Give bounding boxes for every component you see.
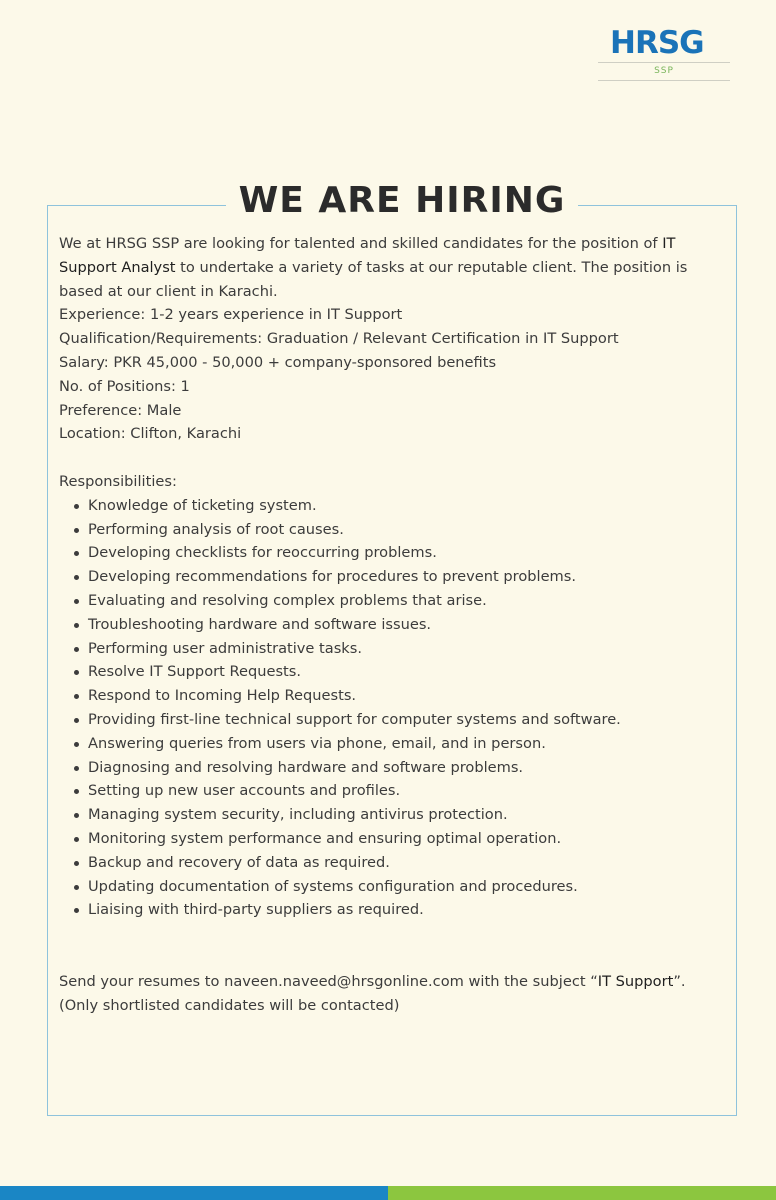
detail-positions: No. of Positions: 1 [59, 377, 190, 395]
list-item: Evaluating and resolving complex problems that arise. [73, 589, 729, 613]
detail-qualification: Qualification/Requirements: Graduation / Relevant Certification in IT Support [59, 330, 619, 348]
footer-bar-blue [0, 1186, 388, 1200]
logo-wordmark: HRSG [610, 25, 704, 61]
intro-paragraph [59, 232, 729, 303]
list-item: Diagnosing and resolving hardware and software problems. [73, 756, 729, 780]
detail-salary: Salary: PKR 45,000 - 50,000 + company-sponsored benefits [59, 353, 497, 371]
list-item: Resolve IT Support Requests. [73, 660, 729, 684]
job-details [59, 303, 729, 446]
list-item: Liaising with third-party suppliers as required. [73, 898, 729, 922]
position-title: IT Support Analyst [59, 235, 676, 276]
list-item: Answering queries from users via phone, email, and in person. [73, 732, 729, 756]
apply-text-before: Send your resumes to naveen.naveed@hrsgonline.com with the subject “ [59, 972, 598, 990]
list-item: Backup and recovery of data as required. [73, 851, 729, 875]
responsibilities-heading: Responsibilities: [59, 472, 177, 490]
apply-instructions [59, 970, 729, 994]
logo-subtitle: SSP [654, 66, 674, 76]
title-banner [226, 176, 578, 226]
apply-note: (Only shortlisted candidates will be contacted) [59, 996, 400, 1014]
list-item: Developing recommendations for procedures to prevent problems. [73, 565, 729, 589]
detail-location: Location: Clifton, Karachi [59, 425, 242, 443]
intro-text-before: We at HRSG SSP are looking for talented and skilled candidates for the position of [59, 235, 663, 252]
list-item: Monitoring system performance and ensuring optimal operation. [73, 827, 729, 851]
company-logo [598, 26, 730, 82]
list-item: Performing analysis of root causes. [73, 518, 729, 542]
logo-divider-bottom [598, 80, 730, 81]
page-title: WE ARE HIRING [238, 180, 566, 221]
apply-subject: IT Support [597, 972, 674, 990]
detail-preference: Preference: Male [59, 401, 182, 419]
list-item: Respond to Incoming Help Requests. [73, 684, 729, 708]
detail-experience: Experience: 1-2 years experience in IT Support [59, 306, 403, 324]
list-item: Knowledge of ticketing system. [73, 494, 729, 518]
apply-text-after: ”. [673, 972, 686, 990]
list-item: Updating documentation of systems configuration and procedures. [73, 875, 729, 899]
responsibilities-list [59, 494, 729, 922]
list-item: Developing checklists for reoccurring problems. [73, 541, 729, 565]
list-item: Performing user administrative tasks. [73, 637, 729, 661]
list-item: Providing first-line technical support for computer systems and software. [73, 708, 729, 732]
list-item: Setting up new user accounts and profiles. [73, 779, 729, 803]
job-description [59, 232, 729, 1017]
list-item: Troubleshooting hardware and software issues. [73, 613, 729, 637]
list-item: Managing system security, including antivirus protection. [73, 803, 729, 827]
logo-divider-top [598, 62, 730, 63]
footer-bar-green [388, 1186, 776, 1200]
intro-text-after: to undertake a variety of tasks at our reputable client. The position is based at our client in Karachi. [59, 258, 688, 300]
